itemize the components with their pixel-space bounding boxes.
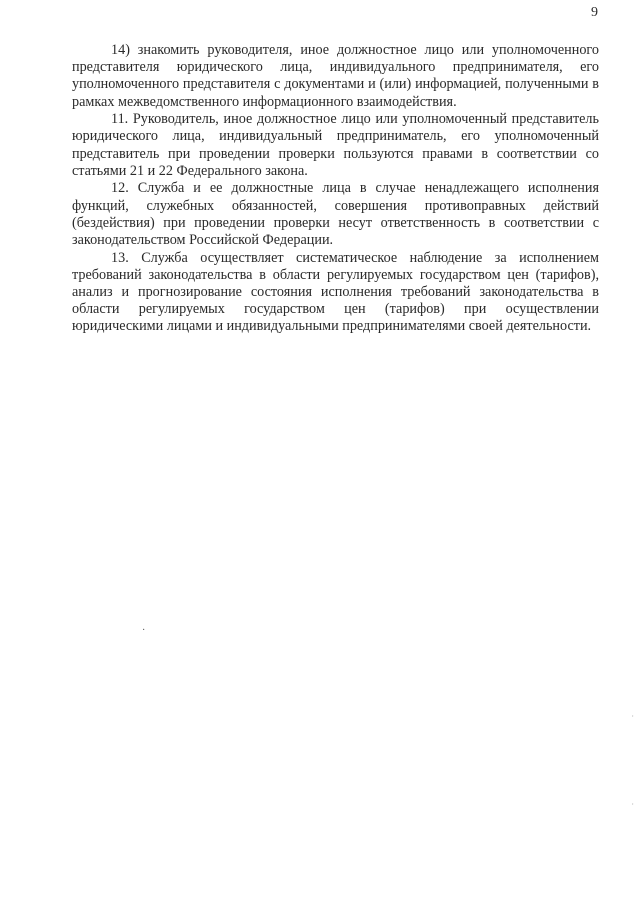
scan-edge-mark: ·: [631, 712, 634, 721]
scan-edge-mark: ·: [631, 800, 634, 809]
page-number: 9: [591, 5, 598, 20]
scan-speck: ·: [142, 625, 146, 636]
paragraph-section-13: 13. Служба осуществляет систематическое наблюдение за исполнением требований законодательства в области регулируемых государством цен (тарифов), анализ и прогнозирование состояния исполнения требований законодательства в области регулируемых государством цен (тарифов) при осуществлении юридическими лицами и индивидуальными предпринимателями своей деятельности.: [72, 249, 599, 335]
paragraph-item-14: 14) знакомить руководителя, иное должностное лицо или уполномоченного представителя юридического лица, индивидуального предпринимателя, его уполномоченного представителя с документами и (или) информацией, полученными в рамках межведомственного информационного взаимодействия.: [72, 42, 599, 110]
paragraph-section-11: 11. Руководитель, иное должностное лицо или уполномоченный представитель юридического лица, индивидуальный предприниматель, его уполномоченный представитель при проведении проверки пользуются правами в соответствии со статьями 21 и 22 Федерального закона.: [72, 111, 599, 179]
document-body: [72, 42, 599, 336]
paragraph-section-12: 12. Служба и ее должностные лица в случае ненадлежащего исполнения функций, служебных обязанностей, совершения противоправных действий (бездействия) при проведении проверки несут ответственность в соответствии с законодательством Российской Федерации.: [72, 180, 599, 249]
